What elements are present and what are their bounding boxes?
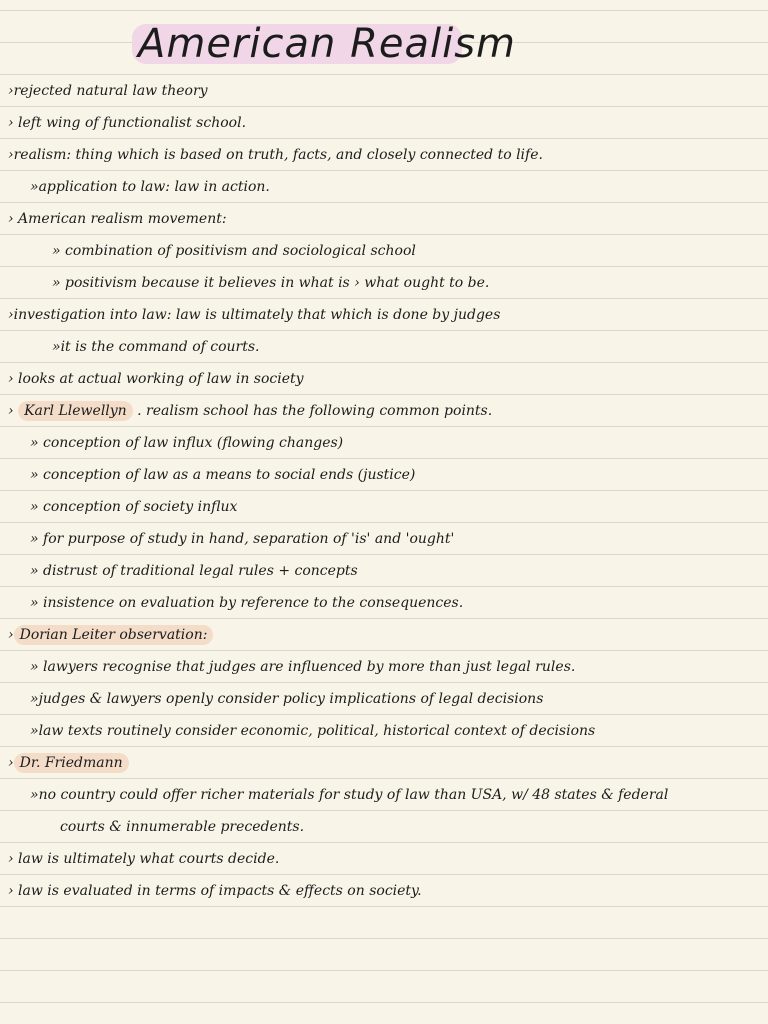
note-line: › law is ultimately what courts decide. — [8, 851, 280, 867]
note-line: » conception of law as a means to social ends (justice) — [30, 467, 416, 483]
note-line: ›investigation into law: law is ultimately that which is done by judges — [8, 307, 501, 323]
note-line: › looks at actual working of law in society — [8, 371, 304, 387]
note-line: »judges & lawyers openly consider policy implications of legal decisions — [30, 691, 544, 707]
note-line: » lawyers recognise that judges are influenced by more than just legal rules. — [30, 659, 576, 675]
highlighted-name: Karl Llewellyn — [18, 401, 133, 421]
note-line: › left wing of functionalist school. — [8, 115, 247, 131]
note-line: › American realism movement: — [8, 211, 227, 227]
note-line: » combination of positivism and sociological school — [52, 243, 416, 259]
note-line: » positivism because it believes in what is › what ought to be. — [52, 275, 490, 291]
note-line: » for purpose of study in hand, separation of 'is' and 'ought' — [30, 531, 455, 547]
note-line: »law texts routinely consider economic, political, historical context of decisions — [30, 723, 596, 739]
note-line: › Dorian Leiter observation: — [8, 619, 213, 651]
note-line: » conception of society influx — [30, 499, 238, 515]
note-line: › law is evaluated in terms of impacts & effects on society. — [8, 883, 422, 899]
page-title: American Realism — [138, 21, 517, 67]
note-line: courts & innumerable precedents. — [60, 819, 305, 835]
note-line: »no country could offer richer materials for study of law than USA, w/ 48 states & federal — [30, 787, 669, 803]
note-line: »it is the command of courts. — [52, 339, 260, 355]
note-line: » distrust of traditional legal rules + concepts — [30, 563, 358, 579]
note-line: »application to law: law in action. — [30, 179, 270, 195]
note-line: ›rejected natural law theory — [8, 83, 208, 99]
note-line: ›realism: thing which is based on truth, facts, and closely connected to life. — [8, 147, 543, 163]
note-line: » conception of law influx (flowing changes) — [30, 435, 344, 451]
note-line: » insistence on evaluation by reference to the consequences. — [30, 595, 464, 611]
highlighted-name: Dorian Leiter observation: — [14, 625, 214, 645]
note-line: › Karl Llewellyn . realism school has the following common points. — [8, 403, 493, 419]
note-line: › Dr. Friedmann — [8, 747, 129, 779]
highlighted-name: Dr. Friedmann — [14, 753, 129, 773]
